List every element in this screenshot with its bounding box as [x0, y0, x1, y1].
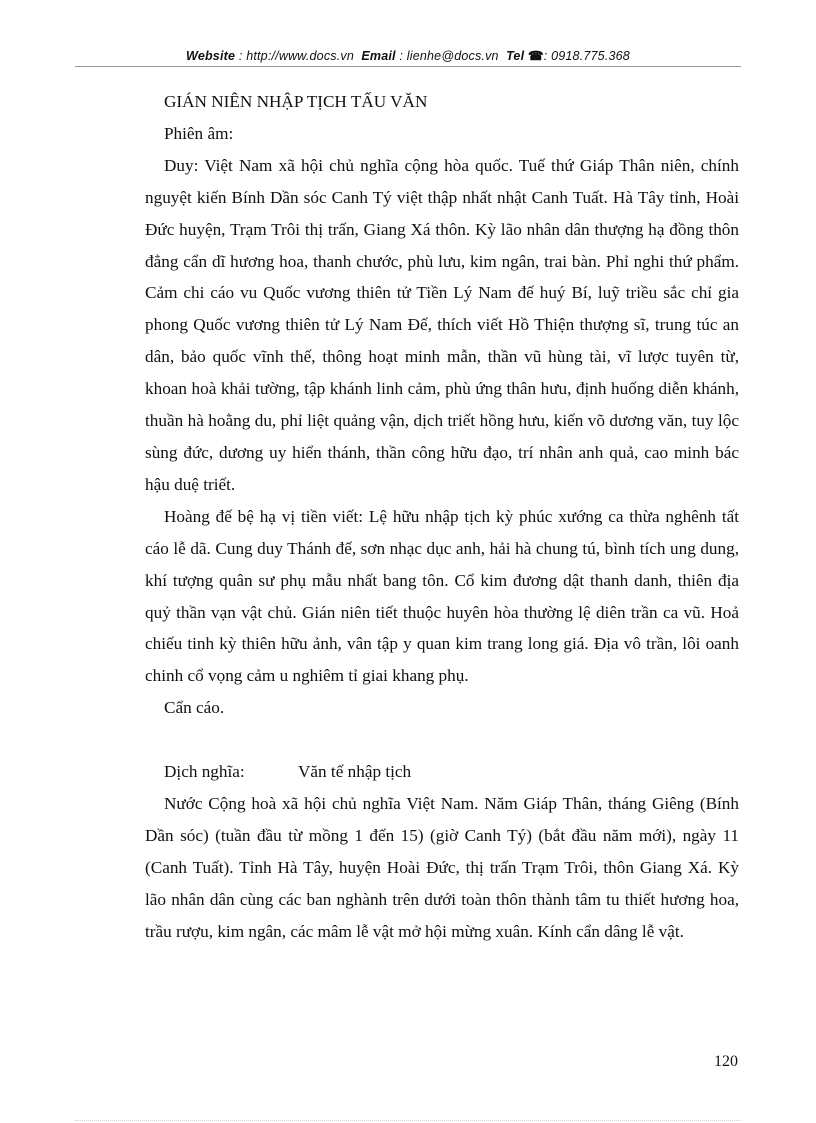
document-body — [145, 86, 739, 947]
translation-heading — [145, 756, 739, 788]
email-value: : lienhe@docs.vn — [399, 49, 499, 63]
tel-value: : 0918.775.368 — [543, 49, 630, 63]
document-title: GIÁN NIÊN NHẬP TỊCH TẤU VĂN — [164, 92, 428, 111]
header-rule — [75, 66, 741, 67]
spacer — [145, 724, 739, 756]
telephone-icon: ☎ — [527, 49, 544, 63]
paragraph-translation: Nước Cộng hoà xã hội chủ nghĩa Việt Nam. Năm Giáp Thân, tháng Giêng (Bính Dần sóc) (tuần đầu từ mồng 1 đến 15) (giờ Canh Tý) (bắt đầu năm mới), ngày 11 (Canh Tuất). Tỉnh Hà Tây, huyện Hoài Đức, thị trấn Trạm Trôi, thôn Giang Xá. Kỳ lão nhân dân cùng các ban nghành trên dưới toàn thôn thành tâm tu thiết hương hoa, trầu rượu, kim ngân, các mâm lễ vật mở hội mừng xuân. Kính cẩn dâng lễ vật. — [145, 793, 739, 941]
email-label: Email — [361, 49, 396, 63]
paragraph-hoang-de: Hoàng đế bệ hạ vị tiền viết: Lệ hữu nhập tịch kỳ phúc xướng ca thừa nghênh tất cáo lễ dã. Cung duy Thánh đế, sơn nhạc dục anh, hải hà chung tú, bình tích ung dung, khí tượng quân sư phụ mẫu nhất bang tôn. Cổ kim đương dật thanh danh, thiên địa quỷ thần vạn vật chủ. Gián niên tiết thuộc huyên hòa thường lệ diên trần ca vũ. Hoả chiếu tinh kỳ thiên hữu ảnh, vân tập y quan kim trang long giá. Địa vô trần, lôi oanh chinh cổ vọng cảm u nghiêm tỉ giai khang phụ. — [145, 506, 739, 686]
page-header — [75, 48, 741, 63]
phien-am-label: Phiên âm: — [164, 123, 234, 143]
website-value: : http://www.docs.vn — [238, 49, 355, 63]
footer-rule — [75, 1120, 741, 1121]
paragraph-phien-am: Duy: Việt Nam xã hội chủ nghĩa cộng hòa quốc. Tuế thứ Giáp Thân niên, chính nguyệt kiến Bính Dần sóc Canh Tý việt thập nhất nhật Canh Tuất. Hà Tây tỉnh, Hoài Đức huyện, Trạm Trôi thị trấn, Giang Xá thôn. Kỳ lão nhân dân thượng hạ đồng thôn đẳng cẩn dĩ hương hoa, thanh chước, phù lưu, kim ngân, trai bàn. Phỉ nghi thứ phẩm. Cảm chi cáo vu Quốc vương thiên tử Tiền Lý Nam đế huý Bí, luỹ triều sắc chỉ gia phong Quốc vương thiên tử Lý Nam Đế, thích viết Hồ Thiện thượng sĩ, trung túc an dân, bảo quốc vĩnh thế, thông hoạt minh mẫn, thần vũ hùng tài, vĩ lược tuyên từ, khoan hoà khải tường, tập khánh linh cảm, phù ứng thân hưu, định huống diễn khánh, thuần hà hoằng du, phỉ liệt quảng vận, dịch triết hồng hưu, kiến võ dương văn, tuy lộc sùng đức, dương uy hiển thánh, thần công hữu đạo, trí nhân anh quả, cao minh bác hậu duệ triết. — [145, 155, 739, 494]
translation-label: Dịch nghĩa: — [164, 762, 245, 782]
tel-label: Tel — [506, 49, 525, 63]
translation-title: Văn tế nhập tịch — [298, 762, 412, 782]
page-number: 120 — [714, 1053, 738, 1070]
website-label: Website — [186, 49, 236, 63]
closing-text: Cẩn cáo. — [164, 698, 225, 718]
